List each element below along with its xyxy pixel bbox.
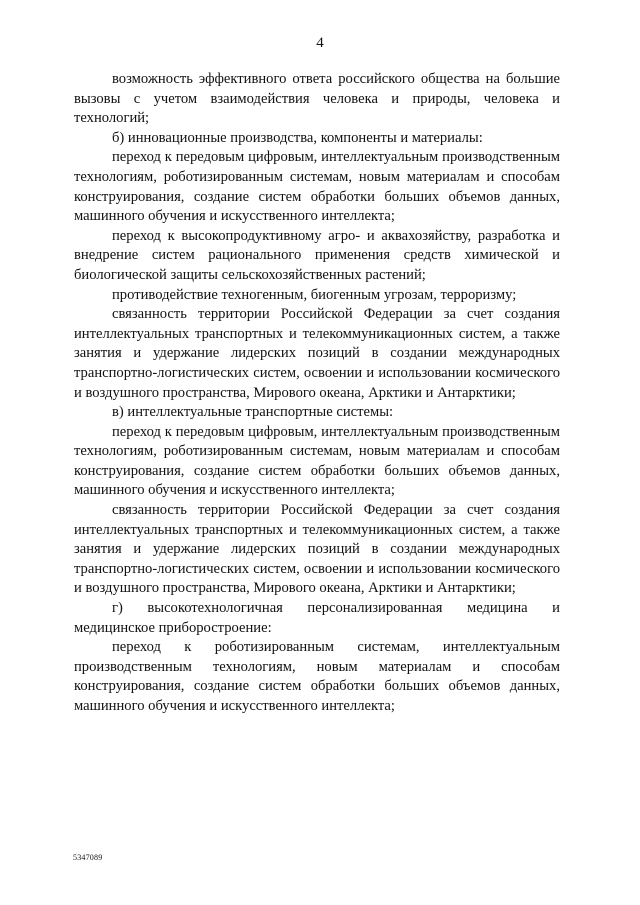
page-number: 4 — [316, 35, 324, 51]
paragraph-heading-v: в) интеллектуальные транспортные системы: — [112, 404, 394, 421]
paragraph-digital-tech-1: переход к передовым цифровым, интеллектуальным производственным технологиям, роботизированным системам, новым материалам и способам конструирования, создание систем обработки больших объемов данных, машинного обучения и искусственного интеллекта; — [74, 149, 560, 225]
document-body — [74, 70, 560, 717]
paragraph-connectivity-2: связанность территории Российской Федерации за счет создания интеллектуальных транспортных и телекоммуникационных систем, а также занятия и удержание лидерских позиций в создании международных транспортно-логистических систем, освоении и использовании космического и воздушного пространства, Мирового океана, Арктики и Антарктики; — [74, 502, 560, 597]
document-code: 5347089 — [73, 853, 103, 862]
paragraph-digital-tech-2: переход к передовым цифровым, интеллектуальным производственным технологиям, роботизированным системам, новым материалам и способам конструирования, создание систем обработки больших объемов данных, машинного обучения и искусственного интеллекта; — [74, 423, 560, 499]
paragraph-robotics: переход к роботизированным системам, интеллектуальным производственным технологиям, новым материалам и способам конструирования, создание систем обработки больших объемов данных, машинного обучения и искусственного интеллекта; — [74, 639, 560, 714]
paragraph-threats: противодействие техногенным, биогенным угрозам, терроризму; — [112, 286, 517, 303]
paragraph-heading-b: б) инновационные производства, компоненты и материалы: — [112, 129, 483, 146]
paragraph-heading-g: г) высокотехнологичная персонализированная медицина и медицинское приборостроение: — [74, 600, 560, 636]
paragraph-society-response: возможность эффективного ответа российского общества на большие вызовы с учетом взаимодействия человека и природы, человека и технологий; — [74, 71, 560, 127]
paragraph-connectivity-1: связанность территории Российской Федерации за счет создания интеллектуальных транспортных и телекоммуникационных систем, а также занятия и удержание лидерских позиций в создании международных транспортно-логистических систем, освоении и использовании космического и воздушного пространства, Мирового океана, Арктики и Антарктики; — [74, 306, 560, 401]
paragraph-agro: переход к высокопродуктивному агро- и аквахозяйству, разработка и внедрение систем рационального применения средств химической и биологической защиты сельскохозяйственных растений; — [74, 227, 560, 283]
